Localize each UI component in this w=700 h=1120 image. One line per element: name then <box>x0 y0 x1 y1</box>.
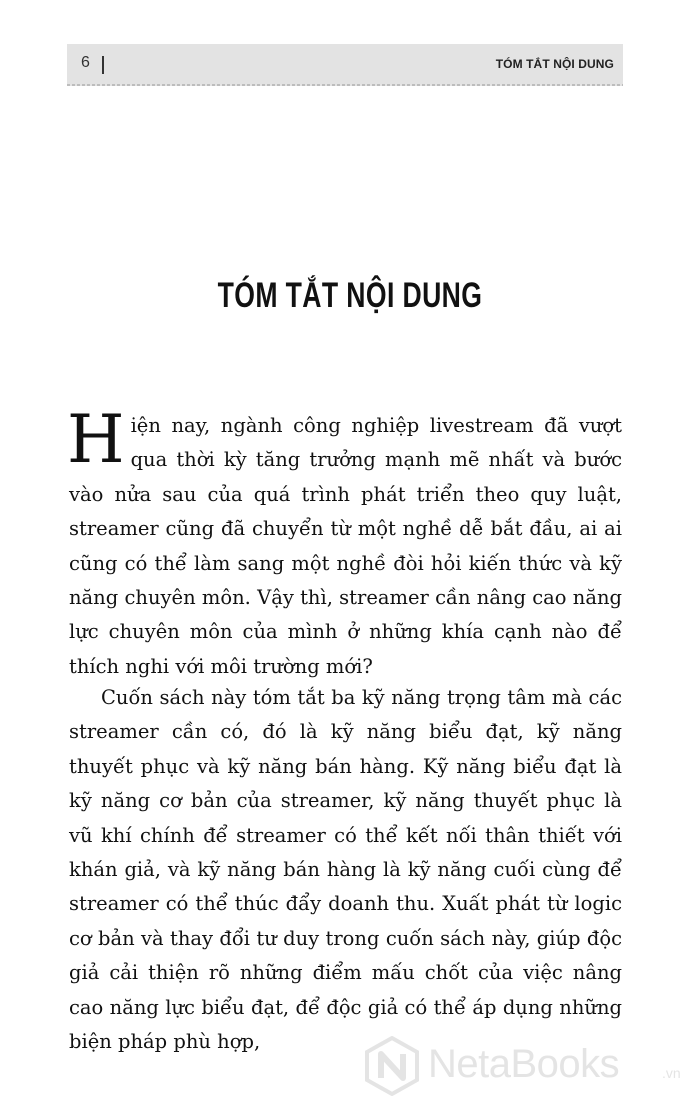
watermark <box>362 1032 692 1112</box>
watermark-brand: NetaBooks <box>428 1042 620 1086</box>
running-title: TÓM TẮT NỘI DUNG <box>495 57 614 71</box>
header-separator <box>102 56 104 74</box>
page-number: 6 <box>81 54 90 71</box>
chapter-title: TÓM TẮT NỘI DUNG <box>217 276 483 315</box>
watermark-suffix: .vn <box>662 1065 681 1081</box>
drop-cap: H <box>67 401 125 478</box>
paragraph-2: Cuốn sách này tóm tắt ba kỹ năng trọng tâm mà các streamer cần có, đó là kỹ năng biểu đạt, kỹ năng thuyết phục và kỹ năng bán hàng. Kỹ năng biểu đạt là kỹ năng cơ bản của streamer, kỹ năng thuyết phục là vũ khí chính để streamer có thể kết nối thân thiết với khán giả, và kỹ năng bán hàng là kỹ năng cuối cùng để streamer có thể thúc đẩy doanh thu. Xuất phát từ logic cơ bản và thay đổi tư duy trong cuốn sách này, giúp độc giả cải thiện rõ những điểm mấu chốt của việc nâng cao năng lực biểu đạt, để độc giả có thể áp dụng những biện pháp phù hợp, <box>69 686 622 1054</box>
running-header <box>67 44 623 86</box>
paragraph-1 <box>67 401 622 684</box>
netabooks-n-icon <box>362 1036 422 1096</box>
header-dotted-rule <box>67 84 623 86</box>
paragraph-1-text: iện nay, ngành công nghiệp livestream đã vượt qua thời kỳ tăng trưởng mạnh mẽ nhất và bước vào nửa sau của quá trình phát triển theo quy luật, streamer cũng đã chuyển từ một nghề dễ bắt đầu, ai ai cũng có thể làm sang một nghề đòi hỏi kiến thức và kỹ năng chuyên môn. Vậy thì, streamer cần nâng cao năng lực chuyên môn của mình ở những khía cạnh nào để thích nghi với môi trường mới? <box>69 414 622 678</box>
